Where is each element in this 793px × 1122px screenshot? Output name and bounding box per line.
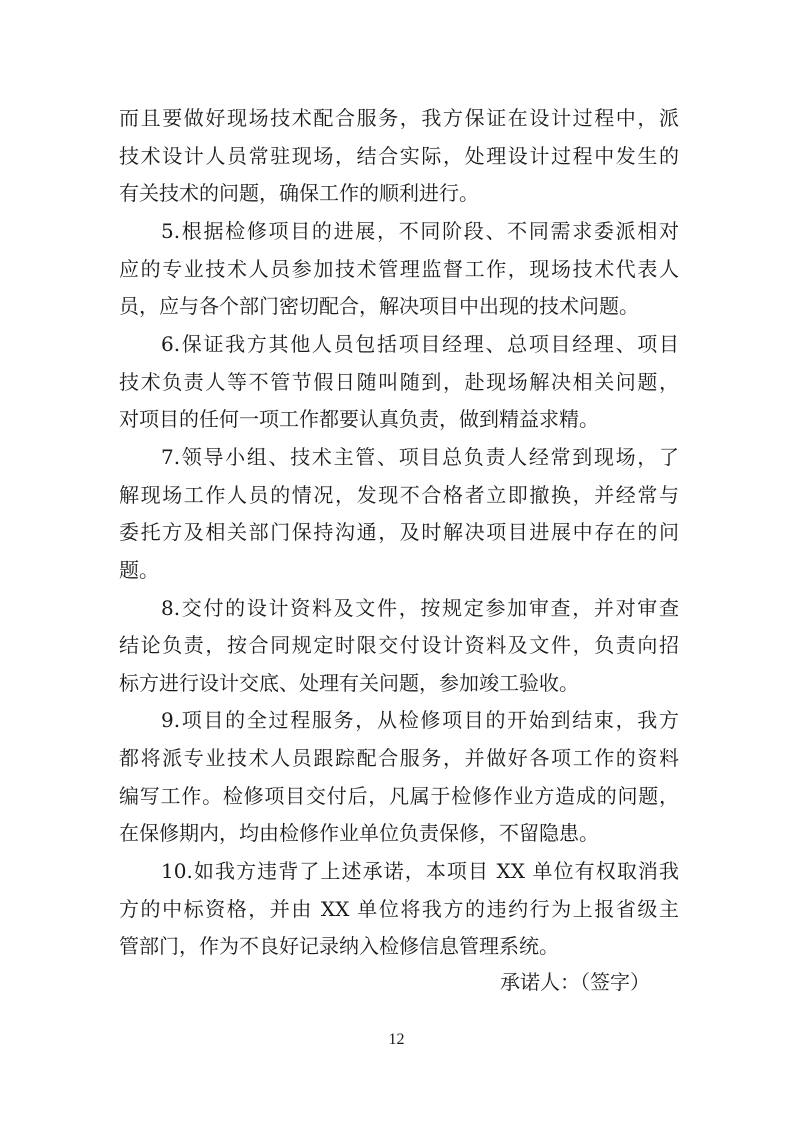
paragraph-line: 9.项目的全过程服务，从检修项目的开始到结束，我方 — [161, 708, 679, 732]
paragraph-line: 而且要做好现场技术配合服务，我方保证在设计过程中，派 — [119, 106, 679, 130]
paragraph-line: 5.根据检修项目的进展，不同阶段、不同需求委派相对 — [161, 219, 679, 243]
paragraph-line: 技术设计人员常驻现场，结合实际，处理设计过程中发生的 — [119, 144, 679, 168]
paragraph-line: 结论负责，按合同规定时限交付设计资料及文件，负责向招 — [119, 633, 679, 657]
paragraph-line: 委托方及相关部门保持沟通，及时解决项目进展中存在的问 — [119, 520, 679, 544]
paragraph-line: 对项目的任何一项工作都要认真负责，做到精益求精。 — [119, 407, 599, 431]
paragraph-line: 在保修期内，均由检修作业单位负责保修，不留隐患。 — [119, 821, 599, 845]
paragraph-line: 10.如我方违背了上述承诺，本项目 XX 单位有权取消我 — [161, 859, 679, 883]
paragraph-line: 编写工作。检修项目交付后，凡属于检修作业方造成的问题， — [119, 784, 679, 808]
paragraph-line: 8.交付的设计资料及文件，按规定参加审查，并对审查 — [161, 596, 679, 620]
signature-line: 承诺人：（签字） — [500, 970, 650, 994]
paragraph-line: 题。 — [119, 558, 159, 582]
paragraph-line: 管部门，作为不良好记录纳入检修信息管理系统。 — [119, 934, 559, 958]
paragraph-line: 有关技术的问题，确保工作的顺利进行。 — [119, 181, 479, 205]
paragraph-line: 标方进行设计交底、处理有关问题，参加竣工验收。 — [119, 671, 579, 695]
page-number: 12 — [388, 1031, 405, 1048]
paragraph-line: 7.领导小组、技术主管、项目总负责人经常到现场，了 — [161, 445, 679, 469]
paragraph-line: 解现场工作人员的情况，发现不合格者立即撤换，并经常与 — [119, 483, 679, 507]
paragraph-line: 方的中标资格，并由 XX 单位将我方的违约行为上报省级主 — [119, 897, 679, 921]
paragraph-line: 都将派专业技术人员跟踪配合服务，并做好各项工作的资料 — [119, 746, 679, 770]
paragraph-line: 员，应与各个部门密切配合，解决项目中出现的技术问题。 — [119, 294, 639, 318]
paragraph-line: 技术负责人等不管节假日随叫随到，赴现场解决相关问题， — [119, 370, 679, 394]
paragraph-line: 应的专业技术人员参加技术管理监督工作，现场技术代表人 — [119, 257, 679, 281]
paragraph-line: 6.保证我方其他人员包括项目经理、总项目经理、项目 — [161, 332, 679, 356]
